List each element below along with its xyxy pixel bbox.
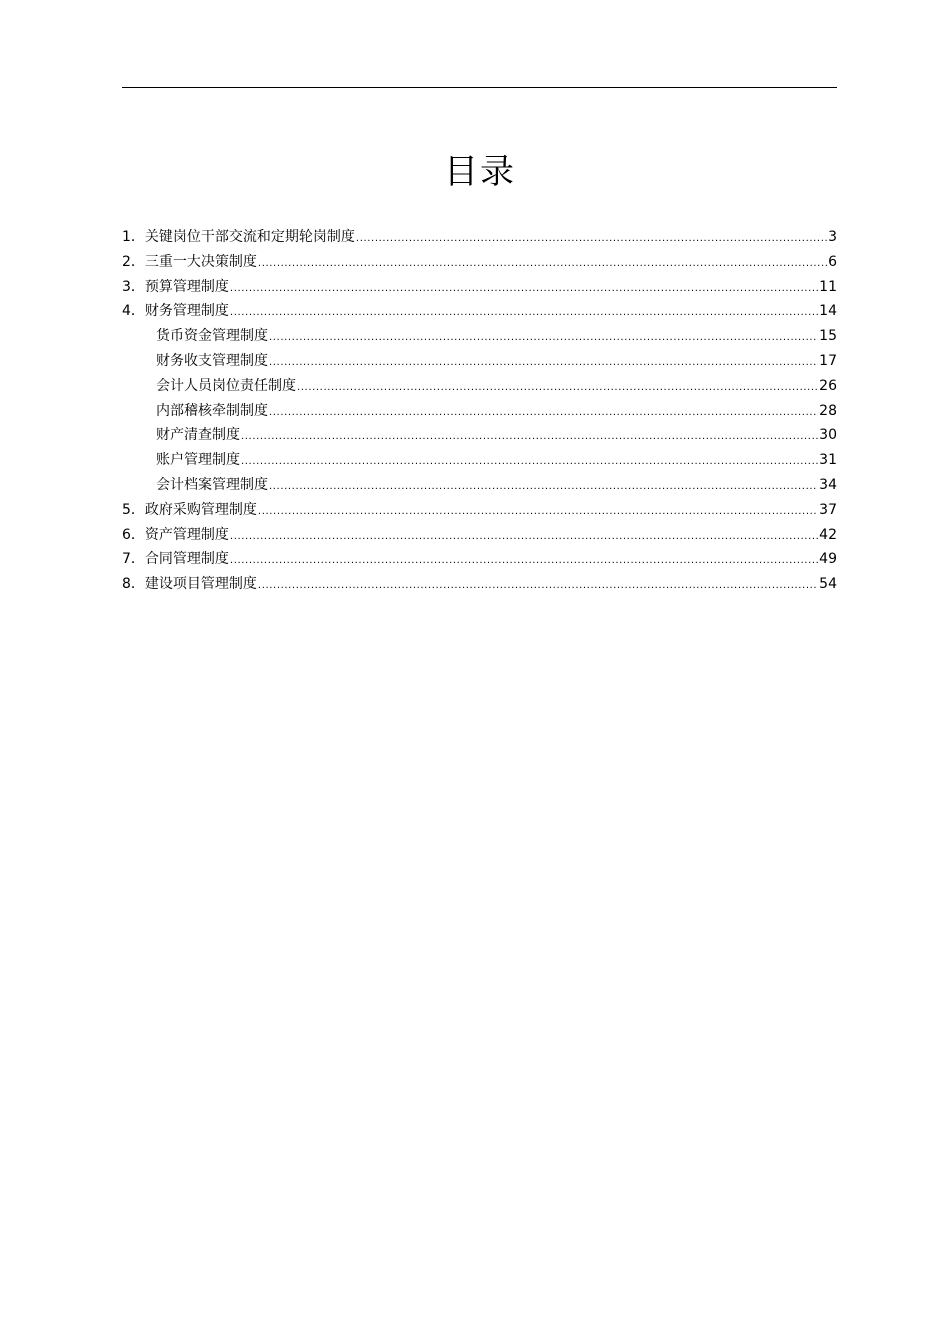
toc-entry-label: 会计档案管理制度 [156,476,268,493]
toc-entry-5[interactable] [122,498,837,523]
toc-entry-number: 8． [122,576,145,593]
toc-dot-leader [269,401,818,426]
toc-entry-label: 建设项目管理制度 [144,576,257,593]
toc-entry-page: 34 [819,476,837,493]
toc-entry-label: 财务管理制度 [144,303,229,320]
toc-dot-leader [269,475,818,500]
toc-dot-leader [230,301,818,326]
toc-subentry-4-3[interactable] [122,374,837,399]
toc-entry-label: 财务收支管理制度 [156,352,268,369]
toc-entry-label: 资产管理制度 [144,526,229,543]
toc-entry-6[interactable] [122,523,837,548]
toc-entry-label: 政府采购管理制度 [144,501,257,518]
toc-entry-number: 2． [122,253,145,270]
toc-entry-page: 15 [819,328,837,345]
toc-entry-number: 3． [122,278,145,295]
toc-entry-page: 49 [819,551,837,568]
toc-subentry-4-7[interactable] [122,473,837,498]
toc-subentry-4-4[interactable] [122,399,837,424]
toc-dot-leader [258,252,827,277]
toc-entry-label: 内部稽核牵制制度 [156,402,268,419]
toc-entry-page: 42 [819,526,837,543]
toc-subentry-4-2[interactable] [122,349,837,374]
toc-entry-page: 26 [819,377,837,394]
toc-entry-3[interactable] [122,275,837,300]
toc-entry-page: 11 [819,278,837,295]
toc-dot-leader [230,277,818,302]
toc-entry-1[interactable] [122,225,837,250]
toc-entry-label: 财产清查制度 [156,427,240,444]
toc-dot-leader [269,326,818,351]
toc-entry-page: 14 [819,303,837,320]
toc-entry-label: 货币资金管理制度 [156,328,268,345]
toc-entry-page: 6 [828,253,837,270]
toc-entry-number: 7． [122,551,145,568]
toc-entry-number: 5． [122,501,145,518]
toc-entry-4[interactable] [122,299,837,324]
toc-entry-number: 4． [122,303,145,320]
toc-dot-leader [241,450,818,475]
toc-entry-label: 关键岗位干部交流和定期轮岗制度 [144,229,355,245]
toc-entry-page: 31 [819,452,837,469]
toc-dot-leader [230,549,818,574]
table-of-contents [122,225,837,597]
toc-dot-leader [230,525,818,550]
toc-entry-page: 37 [819,501,837,518]
toc-entry-8[interactable] [122,572,837,597]
toc-dot-leader [297,376,818,401]
toc-entry-label: 预算管理制度 [144,278,229,295]
toc-dot-leader [258,574,818,599]
toc-subentry-4-5[interactable] [122,423,837,448]
header-rule [122,87,837,88]
toc-entry-page: 28 [819,402,837,419]
toc-entry-page: 54 [819,576,837,593]
toc-dot-leader [241,425,818,450]
toc-subentry-4-1[interactable] [122,324,837,349]
toc-entry-page: 17 [819,352,837,369]
toc-dot-leader [258,500,818,525]
toc-entry-number: 6． [122,526,145,543]
toc-entry-label: 账户管理制度 [156,452,240,469]
toc-title: 目录 [444,152,516,192]
toc-entry-number: 1． [122,229,145,245]
toc-entry-2[interactable] [122,250,837,275]
toc-entry-page: 3 [828,229,837,245]
toc-entry-page: 30 [819,427,837,444]
toc-entry-label: 三重一大决策制度 [144,253,257,270]
toc-dot-leader [356,227,827,252]
toc-dot-leader [269,351,818,376]
toc-entry-label: 会计人员岗位责任制度 [156,377,296,394]
toc-entry-label: 合同管理制度 [144,551,229,568]
toc-entry-7[interactable] [122,547,837,572]
toc-subentry-4-6[interactable] [122,448,837,473]
